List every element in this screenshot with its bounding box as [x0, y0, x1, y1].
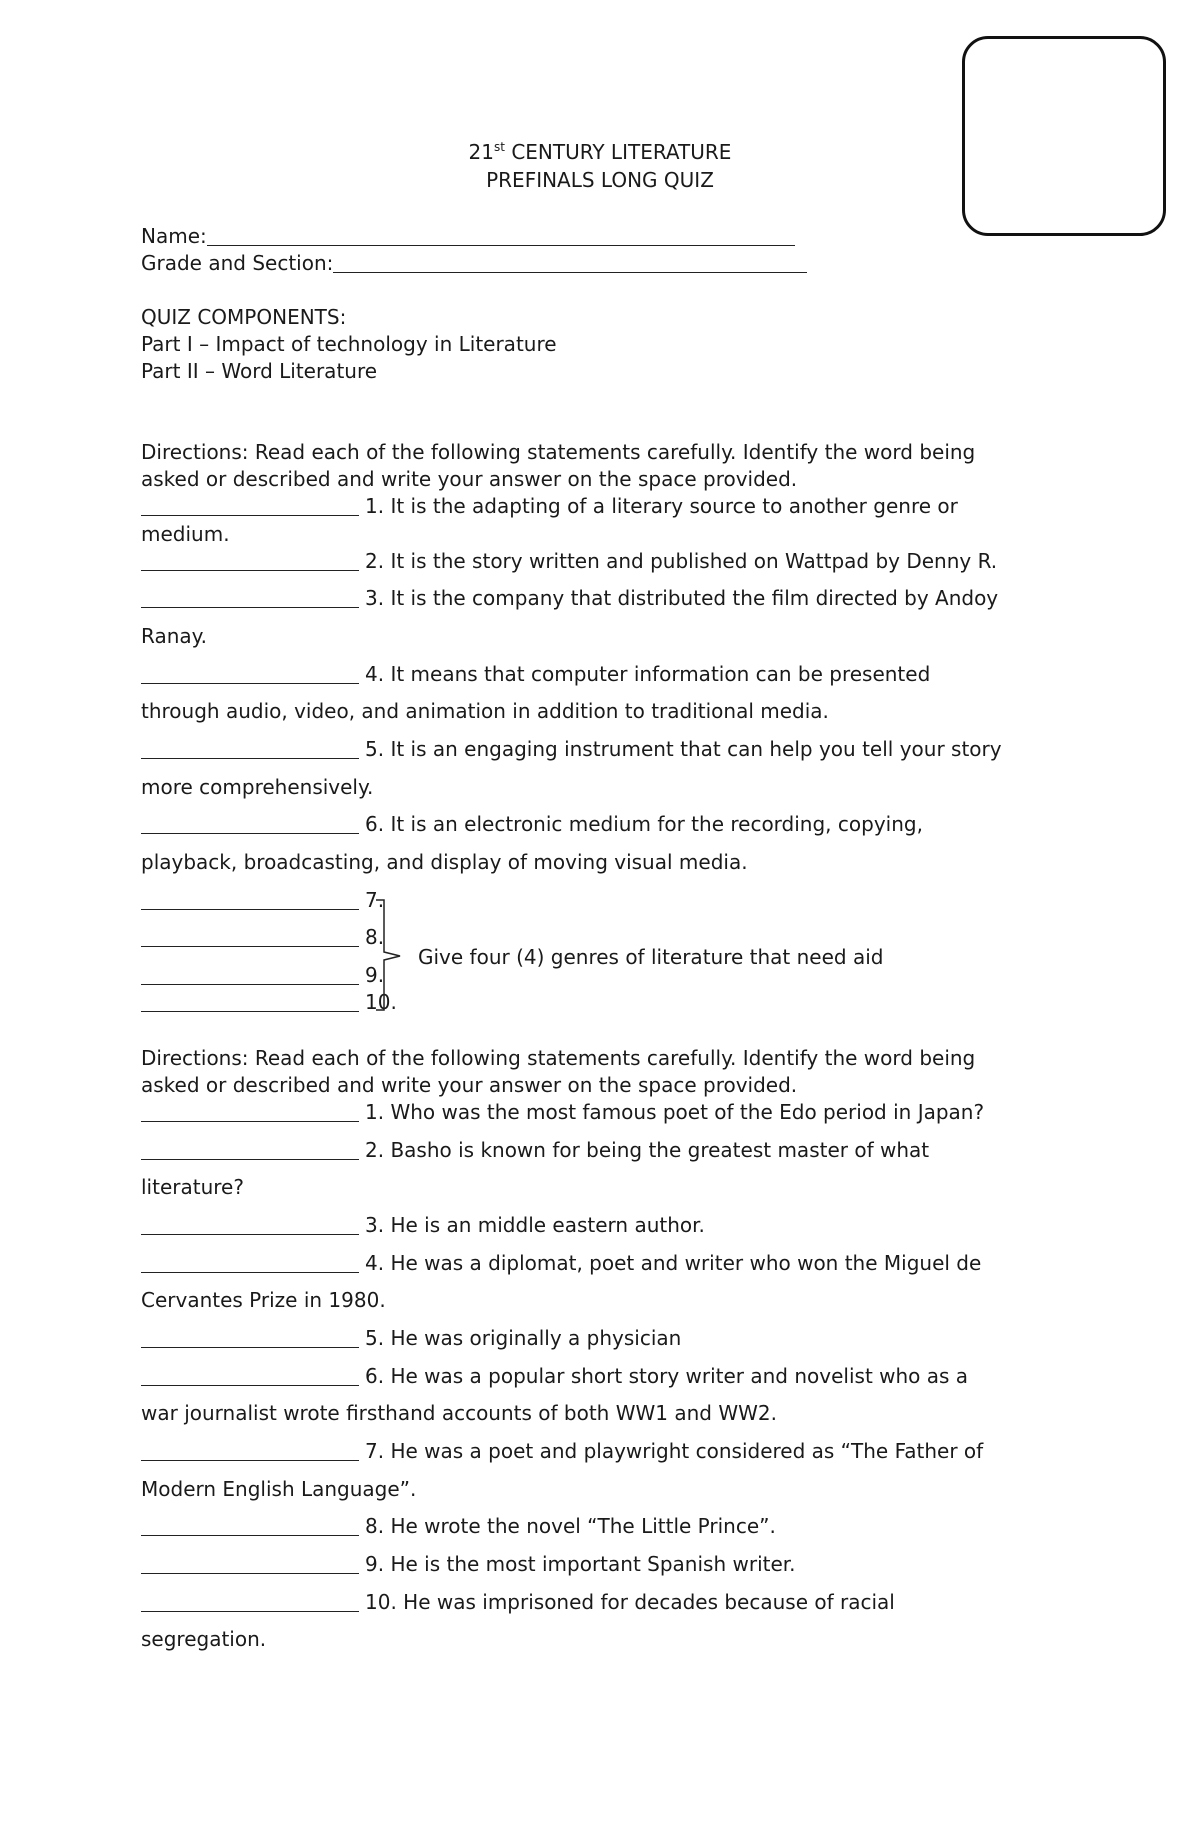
part2-question-2-cont: literature?	[141, 1175, 244, 1199]
answer-blank[interactable]	[141, 495, 359, 516]
part1-question-1-cont: medium.	[141, 522, 230, 546]
page-subtitle: PREFINALS LONG QUIZ	[486, 168, 714, 192]
part1-directions-line2: asked or described and write your answer on the space provided.	[141, 467, 798, 491]
part2-question-5: 5. He was originally a physician	[141, 1326, 681, 1350]
answer-blank[interactable]	[141, 1515, 359, 1536]
part1-question-3: 3. It is the company that distributed the film directed by Andoy	[141, 586, 998, 610]
component-part2: Part II – Word Literature	[141, 359, 378, 383]
answer-blank[interactable]	[141, 1101, 359, 1122]
part1-question-2: 2. It is the story written and published on Wattpad by Denny R.	[141, 549, 997, 573]
part1-question-9: 9.	[141, 963, 384, 987]
part2-question-6: 6. He was a popular short story writer and novelist who as a	[141, 1364, 968, 1388]
part1-question-5: 5. It is an engaging instrument that can help you tell your story	[141, 737, 1002, 761]
part1-question-6-cont: playback, broadcasting, and display of moving visual media.	[141, 850, 748, 874]
page-title: 21st CENTURY LITERATURE	[468, 140, 732, 164]
part2-question-10-cont: segregation.	[141, 1627, 267, 1651]
answer-blank[interactable]	[141, 991, 359, 1012]
grade-section-field[interactable]: Grade and Section:	[141, 251, 807, 275]
answer-blank[interactable]	[141, 550, 359, 571]
part1-directions-line1: Directions: Read each of the following statements carefully. Identify the word being	[141, 440, 976, 464]
part2-question-8: 8. He wrote the novel “The Little Prince”.	[141, 1514, 776, 1538]
answer-blank[interactable]	[141, 1591, 359, 1612]
score-box	[962, 36, 1166, 236]
answer-blank[interactable]	[141, 738, 359, 759]
part2-question-4: 4. He was a diplomat, poet and writer who won the Miguel de	[141, 1251, 981, 1275]
answer-blank[interactable]	[141, 813, 359, 834]
component-part1: Part I – Impact of technology in Literature	[141, 332, 557, 356]
part2-question-9: 9. He is the most important Spanish writer.	[141, 1552, 796, 1576]
answer-blank[interactable]	[141, 587, 359, 608]
part1-question-10: 10.	[141, 990, 397, 1014]
part1-question-4: 4. It means that computer information can be presented	[141, 662, 930, 686]
answer-blank[interactable]	[141, 1553, 359, 1574]
part2-question-7-cont: Modern English Language”.	[141, 1477, 417, 1501]
answer-blank[interactable]	[141, 1440, 359, 1461]
part1-question-4-cont: through audio, video, and animation in addition to traditional media.	[141, 699, 829, 723]
part2-question-7: 7. He was a poet and playwright considered as “The Father of	[141, 1439, 983, 1463]
answer-blank[interactable]	[141, 1252, 359, 1273]
part1-question-3-cont: Ranay.	[141, 624, 207, 648]
answer-blank[interactable]	[141, 1214, 359, 1235]
part1-question-5-cont: more comprehensively.	[141, 775, 374, 799]
answer-blank[interactable]	[141, 889, 359, 910]
genres-prompt: Give four (4) genres of literature that need aid	[418, 945, 884, 969]
part2-question-1: 1. Who was the most famous poet of the Edo period in Japan?	[141, 1100, 984, 1124]
part2-question-4-cont: Cervantes Prize in 1980.	[141, 1288, 386, 1312]
part1-question-6: 6. It is an electronic medium for the recording, copying,	[141, 812, 923, 836]
answer-blank[interactable]	[141, 926, 359, 947]
part1-question-8: 8.	[141, 925, 384, 949]
answer-blank[interactable]	[141, 1365, 359, 1386]
name-field[interactable]: Name:	[141, 224, 795, 248]
answer-blank[interactable]	[141, 1139, 359, 1160]
part2-question-6-cont: war journalist wrote firsthand accounts of both WW1 and WW2.	[141, 1401, 777, 1425]
grouping-brace	[374, 898, 404, 1012]
part2-question-10: 10. He was imprisoned for decades because of racial	[141, 1590, 895, 1614]
components-heading: QUIZ COMPONENTS:	[141, 305, 347, 329]
part2-directions-line1: Directions: Read each of the following statements carefully. Identify the word being	[141, 1046, 976, 1070]
part2-question-3: 3. He is an middle eastern author.	[141, 1213, 705, 1237]
part2-question-2: 2. Basho is known for being the greatest master of what	[141, 1138, 929, 1162]
answer-blank[interactable]	[141, 663, 359, 684]
answer-blank[interactable]	[141, 964, 359, 985]
part1-question-7: 7.	[141, 888, 384, 912]
part1-question-1: 1. It is the adapting of a literary source to another genre or	[141, 494, 958, 518]
answer-blank[interactable]	[141, 1327, 359, 1348]
part2-directions-line2: asked or described and write your answer on the space provided.	[141, 1073, 798, 1097]
